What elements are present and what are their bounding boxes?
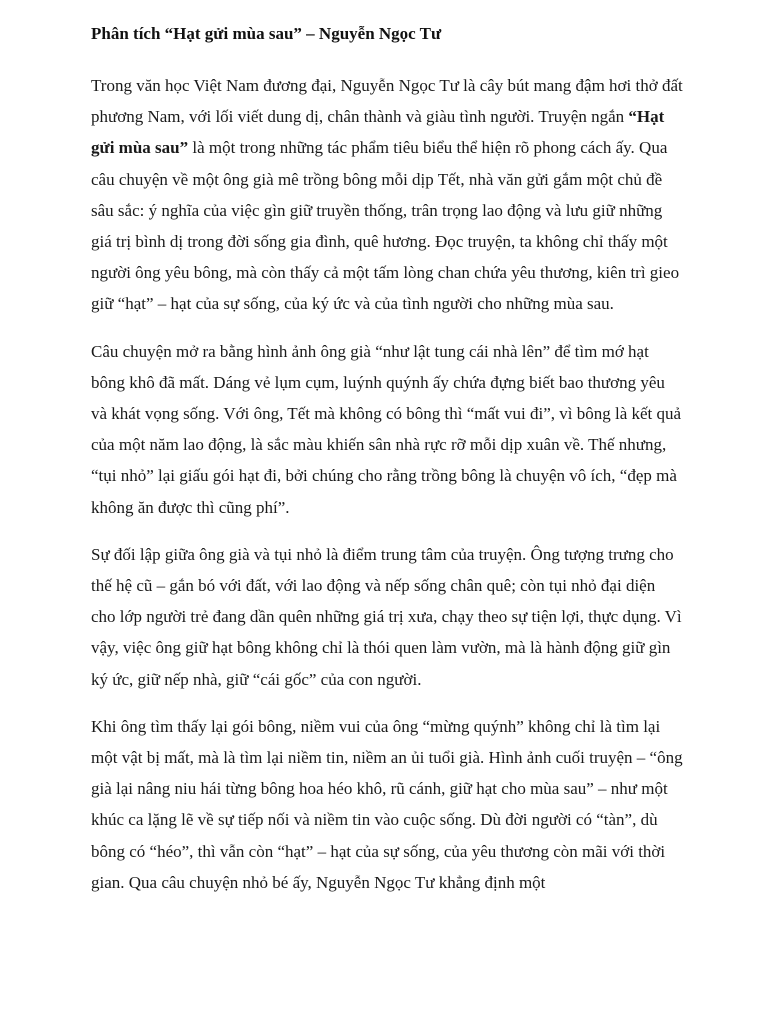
paragraph-2: Câu chuyện mở ra bằng hình ảnh ông già “như lật tung cái nhà lên” để tìm mớ hạt bông khô đã mất. Dáng vẻ lụm cụm, luýnh quýnh ấy chứa đựng biết bao thương yêu và khát vọng sống. Với ông, Tết mà không có bông thì “mất vui đi”, vì bông là kết quả của một năm lao động, là sắc màu khiến sân nhà rực rỡ mỗi dịp xuân về. Thế nhưng, “tụi nhỏ” lại giấu gói hạt đi, bởi chúng cho rằng trồng bông là chuyện vô ích, “đẹp mà không ăn được thì cũng phí”. xyxy=(91,341,682,517)
story-title-bold: “Hạt gửi mùa sau” xyxy=(91,107,665,158)
document-title: Phân tích “Hạt gửi mùa sau” – Nguyễn Ngọc Tư xyxy=(91,24,442,43)
paragraph-4: Khi ông tìm thấy lại gói bông, niềm vui của ông “mừng quýnh” không chỉ là tìm lại một vật bị mất, mà là tìm lại niềm tin, niềm an ủi tuổi già. Hình ảnh cuối truyện – “ông già lại nâng niu hái từng bông hoa héo khô, rũ cánh, giữ hạt cho mùa sau” – như một khúc ca lặng lẽ về sự tiếp nối và niềm tin vào cuộc sống. Dù đời người có “tàn”, dù bông có “héo”, thì vẫn còn “hạt” – hạt của sự sống, của yêu thương còn mãi với thời gian. Qua câu chuyện nhỏ bé ấy, Nguyễn Ngọc Tư khẳng định một xyxy=(91,716,683,892)
paragraph-intro-end: là một trong những tác phẩm tiêu biểu thể hiện rõ phong cách ấy. Qua câu chuyện về một ông già mê trồng bông mỗi dịp Tết, nhà văn gửi gắm một chủ đề sâu sắc: ý nghĩa của việc gìn giữ truyền thống, trân trọng lao động và lưu giữ những giá trị bình dị trong đời sống gia đình, quê hương. Đọc truyện, ta không chỉ thấy một người ông yêu bông, mà còn thấy cả một tấm lòng chan chứa yêu thương, kiên trì gieo giữ “hạt” – hạt của sự sống, của ký ức và của tình người cho những mùa sau. xyxy=(91,138,680,314)
paragraph-intro xyxy=(91,70,683,320)
paragraph-3: Sự đối lập giữa ông già và tụi nhỏ là điểm trung tâm của truyện. Ông tượng trưng cho thế hệ cũ – gắn bó với đất, với lao động và nếp sống chân quê; còn tụi nhỏ đại diện cho lớp người trẻ đang dần quên những giá trị xưa, chạy theo sự tiện lợi, thực dụng. Vì vậy, việc ông giữ hạt bông không chỉ là thói quen làm vườn, mà là hành động giữ gìn ký ức, giữ nếp nhà, giữ “cái gốc” của con người. xyxy=(91,544,682,689)
document-page xyxy=(91,22,683,914)
paragraph-intro-start: Trong văn học Việt Nam đương đại, Nguyễn Ngọc Tư là cây bút mang đậm hơi thở đất phương Nam, với lối viết dung dị, chân thành và giàu tình người. Truyện ngắn xyxy=(91,76,683,127)
